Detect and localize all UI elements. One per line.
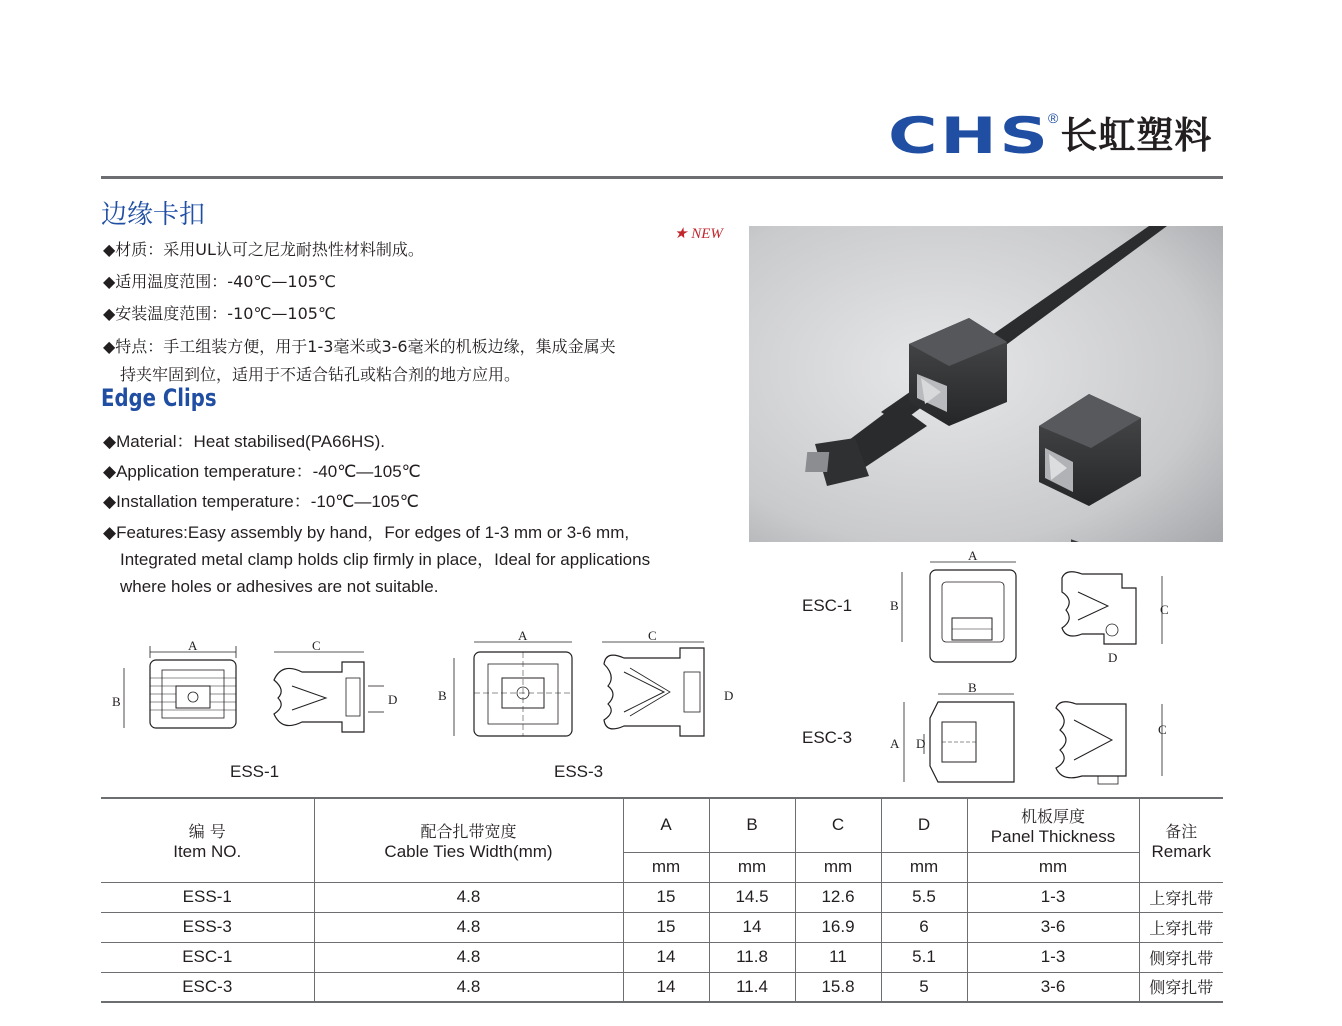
- spec-en-features-cont2: where holes or adhesives are not suitable.: [120, 577, 439, 596]
- esc1-dim-d: D: [1108, 650, 1118, 665]
- spec-cn-features-cont: 持夹牢固到位，适用于不适合钻孔或粘合剂的地方应用。: [120, 365, 521, 384]
- esc1-drawing: [886, 548, 1186, 666]
- cell-a: 15: [623, 882, 709, 912]
- cell-a: 14: [623, 972, 709, 1002]
- product-photo: [749, 226, 1223, 542]
- spec-en-application-temp: ◆Application temperature：-40℃—105℃: [103, 462, 421, 481]
- ess1-dim-c: C: [312, 638, 321, 653]
- unit-d: mm: [881, 852, 967, 882]
- ess3-label: ESS-3: [554, 762, 604, 781]
- table-row: [101, 942, 1223, 972]
- esc1-label: ESC-1: [802, 596, 853, 615]
- spec-cn-features: ◆特点：手工组装方便，用于1-3毫米或3-6毫米的机板边缘，集成金属夹: [103, 337, 616, 356]
- spec-table: [101, 797, 1223, 1003]
- cell-c: 16.9: [795, 912, 881, 942]
- cell-b: 14: [709, 912, 795, 942]
- cell-b: 14.5: [709, 882, 795, 912]
- ess3-dim-a: A: [518, 628, 528, 643]
- cell-panel: 3-6: [967, 912, 1139, 942]
- page-title-en: Edge Clips: [101, 384, 217, 412]
- cell-d: 6: [881, 912, 967, 942]
- unit-panel: mm: [967, 852, 1139, 882]
- cell-remark: 侧穿扎带: [1139, 972, 1223, 1002]
- cell-b: 11.8: [709, 942, 795, 972]
- ess3-dim-c: C: [648, 628, 657, 643]
- ess1-dim-a: A: [188, 638, 198, 653]
- table-row: [101, 912, 1223, 942]
- esc1-dim-b: B: [890, 598, 899, 613]
- cell-width: 4.8: [314, 942, 623, 972]
- cell-panel: 1-3: [967, 942, 1139, 972]
- cell-panel: 3-6: [967, 972, 1139, 1002]
- cell-a: 14: [623, 942, 709, 972]
- cell-item: ESC-1: [101, 942, 314, 972]
- spec-en-installation-temp: ◆Installation temperature：-10℃—105℃: [103, 492, 419, 511]
- ess3-drawing: [434, 628, 744, 744]
- esc3-dim-a: A: [890, 736, 900, 751]
- spec-en-features-cont1: Integrated metal clamp holds clip firmly in place，Ideal for applications: [120, 550, 651, 569]
- esc1-dim-c: C: [1160, 602, 1169, 617]
- cell-remark: 侧穿扎带: [1139, 942, 1223, 972]
- cell-b: 11.4: [709, 972, 795, 1002]
- esc3-dim-b: B: [968, 680, 977, 695]
- header-remark: 备注 Remark: [1139, 798, 1223, 882]
- unit-a: mm: [623, 852, 709, 882]
- esc3-drawing: [886, 680, 1186, 788]
- ess1-label: ESS-1: [230, 762, 280, 781]
- cell-width: 4.8: [314, 882, 623, 912]
- spec-en-features: ◆Features:Easy assembly by hand，For edges of 1-3 mm or 3-6 mm,: [103, 523, 630, 542]
- cell-item: ESS-1: [101, 882, 314, 912]
- spec-cn-material: ◆材质：采用UL认可之尼龙耐热性材料制成。: [103, 240, 424, 259]
- page-title-cn: 边缘卡扣: [101, 200, 206, 230]
- header-cable-width: 配合扎带宽度 Cable Ties Width(mm): [314, 798, 623, 882]
- cell-item: ESC-3: [101, 972, 314, 1002]
- brand-mark: CHS: [888, 107, 1051, 165]
- ess3-dim-b: B: [438, 688, 447, 703]
- cell-remark: 上穿扎带: [1139, 882, 1223, 912]
- brand-name-cn: 长虹塑料: [1060, 114, 1213, 157]
- cell-a: 15: [623, 912, 709, 942]
- ess1-drawing: [106, 632, 416, 744]
- spec-cn-installation-temp: ◆安装温度范围：-10℃—105℃: [103, 304, 336, 323]
- ess1-dim-b: B: [112, 694, 121, 709]
- spec-en-material: ◆Material：Heat stabilised(PA66HS).: [103, 432, 386, 451]
- cell-d: 5.5: [881, 882, 967, 912]
- header-a: A: [623, 798, 709, 852]
- cell-width: 4.8: [314, 972, 623, 1002]
- esc1-dim-a: A: [968, 548, 978, 563]
- cell-item: ESS-3: [101, 912, 314, 942]
- cell-c: 11: [795, 942, 881, 972]
- cell-d: 5: [881, 972, 967, 1002]
- header-b: B: [709, 798, 795, 852]
- header-panel-thickness: 机板厚度 Panel Thickness: [967, 798, 1139, 852]
- edge-clip-photo: [749, 226, 1223, 542]
- table-row: [101, 882, 1223, 912]
- brand-logo: [888, 107, 1213, 165]
- header-c: C: [795, 798, 881, 852]
- unit-c: mm: [795, 852, 881, 882]
- unit-b: mm: [709, 852, 795, 882]
- cell-c: 12.6: [795, 882, 881, 912]
- cell-c: 15.8: [795, 972, 881, 1002]
- spec-cn-application-temp: ◆适用温度范围：-40℃—105℃: [103, 272, 336, 291]
- esc3-label: ESC-3: [802, 728, 853, 747]
- header-d: D: [881, 798, 967, 852]
- header-divider: [101, 176, 1223, 179]
- ess1-dim-d: D: [388, 692, 398, 707]
- registered-mark: ®: [1048, 110, 1059, 126]
- cell-width: 4.8: [314, 912, 623, 942]
- new-badge: ★ NEW: [674, 226, 723, 242]
- cell-d: 5.1: [881, 942, 967, 972]
- cell-remark: 上穿扎带: [1139, 912, 1223, 942]
- table-row: [101, 972, 1223, 1002]
- esc3-dim-d: D: [916, 736, 926, 751]
- esc3-dim-c: C: [1158, 722, 1167, 737]
- header-item: 编 号 Item NO.: [101, 798, 314, 882]
- ess3-dim-d: D: [724, 688, 734, 703]
- cell-panel: 1-3: [967, 882, 1139, 912]
